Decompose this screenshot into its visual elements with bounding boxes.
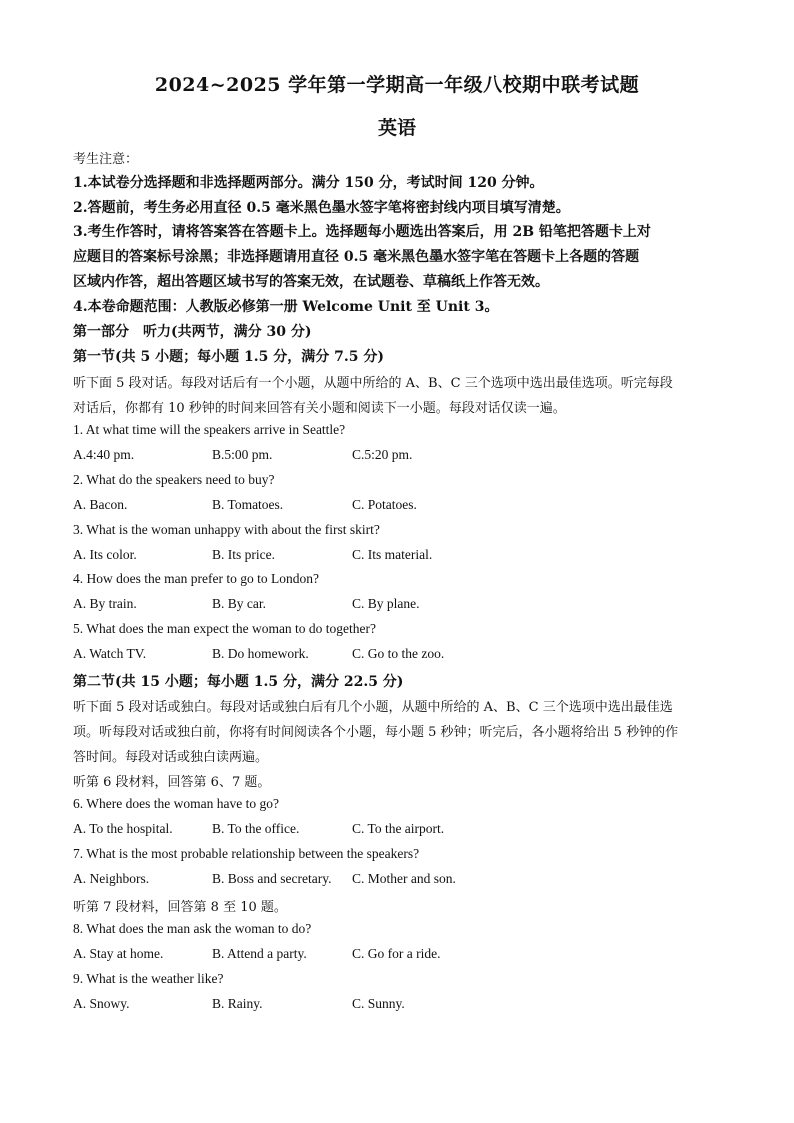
question-6-option-a: A. To the hospital. <box>73 821 173 836</box>
section2-instruction-3: 答时间。每段对话或独白读两遍。 <box>73 750 269 765</box>
question-7-option-a: A. Neighbors. <box>73 871 150 886</box>
section2-instruction-2: 项。听每段对话或独白前，你将有时间阅读各个小题，每小题 5 秒钟；听完后，各小题将给出 5 秒钟的作 <box>73 725 679 740</box>
question-4-option-c: C. By plane. <box>352 596 420 611</box>
question-5: 5. What does the man expect the woman to do together? <box>73 621 377 636</box>
question-7: 7. What is the most probable relationship between the speakers? <box>73 846 420 861</box>
question-9-option-c: C. Sunny. <box>352 996 405 1011</box>
question-8-option-a: A. Stay at home. <box>73 946 164 961</box>
question-8-option-b: B. Attend a party. <box>212 946 307 961</box>
question-4: 4. How does the man prefer to go to London? <box>73 571 319 586</box>
question-8: 8. What does the man ask the woman to do? <box>73 921 312 936</box>
question-3-option-b: B. Its price. <box>212 547 275 562</box>
part1-heading: 第一部分 听力(共两节，满分 30 分) <box>73 324 312 340</box>
question-2: 2. What do the speakers need to buy? <box>73 472 275 487</box>
question-7-option-b: B. Boss and secretary. <box>212 871 332 886</box>
notice-line-5: 区域内作答，超出答题区域书写的答案无效，在试题卷、草稿纸上作答无效。 <box>73 274 549 290</box>
question-1-option-b: B.5:00 pm. <box>212 447 273 462</box>
exam-title: 2024~2025 学年第一学期高一年级八校期中联考试题 <box>154 74 640 96</box>
question-1-option-a: A.4:40 pm. <box>73 447 135 462</box>
question-2-option-c: C. Potatoes. <box>352 497 417 512</box>
question-6: 6. Where does the woman have to go? <box>73 796 279 811</box>
notice-line-6: 4.本卷命题范围：人教版必修第一册 Welcome Unit 至 Unit 3。 <box>73 299 499 315</box>
question-2-option-a: A. Bacon. <box>73 497 128 512</box>
section2-instruction-1: 听下面 5 段对话或独白。每段对话或独白后有几个小题，从题中所给的 A、B、C 三个选项中选出最佳选 <box>73 700 673 715</box>
section1-heading: 第一节(共 5 小题；每小题 1.5 分，满分 7.5 分) <box>73 349 384 365</box>
question-2-option-b: B. Tomatoes. <box>212 497 284 512</box>
notice-line-3: 3.考生作答时，请将答案答在答题卡上。选择题每小题选出答案后，用 2B 铅笔把答题卡上对 <box>73 224 651 240</box>
section1-instruction-1: 听下面 5 段对话。每段对话后有一个小题，从题中所给的 A、B、C 三个选项中选出最佳选项。听完每段 <box>73 376 673 391</box>
question-3-option-a: A. Its color. <box>73 547 137 562</box>
notice-line-1: 1.本试卷分选择题和非选择题两部分。满分 150 分，考试时间 120 分钟。 <box>73 175 544 191</box>
question-8-option-c: C. Go for a ride. <box>352 946 441 961</box>
section1-instruction-2: 对话后，你都有 10 秒钟的时间来回答有关小题和阅读下一小题。每段对话仅读一遍。 <box>73 401 566 416</box>
notice-heading: 考生注意： <box>73 152 139 167</box>
notice-line-4: 应题目的答案标号涂黑；非选择题请用直径 0.5 毫米黑色墨水签字笔在答题卡上各题的答题 <box>73 249 640 265</box>
question-1: 1. At what time will the speakers arrive in Seattle? <box>73 422 346 437</box>
question-9-option-a: A. Snowy. <box>73 996 130 1011</box>
question-6-option-c: C. To the airport. <box>352 821 445 836</box>
notice-line-2: 2.答题前，考生务必用直径 0.5 毫米黑色墨水签字笔将密封线内项目填写清楚。 <box>73 200 570 216</box>
question-9-option-b: B. Rainy. <box>212 996 263 1011</box>
question-3: 3. What is the woman unhappy with about the first skirt? <box>73 522 380 537</box>
question-7-option-c: C. Mother and son. <box>352 871 456 886</box>
question-6-option-b: B. To the office. <box>212 821 300 836</box>
question-5-option-c: C. Go to the zoo. <box>352 646 445 661</box>
question-9: 9. What is the weather like? <box>73 971 224 986</box>
question-1-option-c: C.5:20 pm. <box>352 447 413 462</box>
subject-title: 英语 <box>377 117 416 139</box>
section2-heading: 第二节(共 15 小题；每小题 1.5 分，满分 22.5 分) <box>73 674 404 690</box>
material-7-note: 听第 7 段材料，回答第 8 至 10 题。 <box>73 900 287 915</box>
material-6-note: 听第 6 段材料，回答第 6、7 题。 <box>73 775 271 790</box>
question-3-option-c: C. Its material. <box>352 547 433 562</box>
question-5-option-b: B. Do homework. <box>212 646 309 661</box>
question-4-option-a: A. By train. <box>73 596 137 611</box>
question-4-option-b: B. By car. <box>212 596 266 611</box>
question-5-option-a: A. Watch TV. <box>73 646 147 661</box>
